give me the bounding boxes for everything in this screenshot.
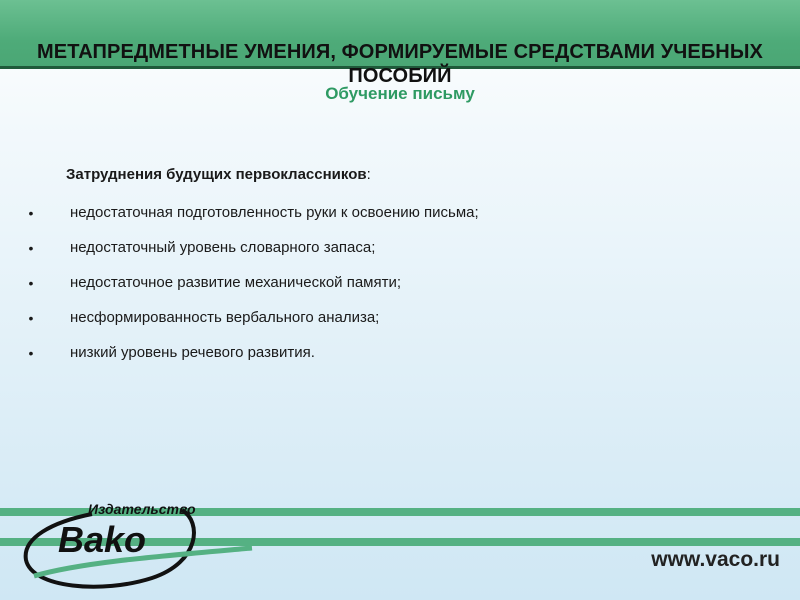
- list-item-text: недостаточное развитие механической памяти;: [70, 274, 402, 291]
- bullet-icon: •: [28, 345, 34, 361]
- intro-heading: Затруднения будущих первоклассников: [66, 166, 367, 183]
- bullet-icon: •: [28, 205, 34, 221]
- intro-colon: :: [366, 166, 371, 183]
- website-link[interactable]: www.vaco.ru: [651, 548, 780, 571]
- logo-caption: Издательство: [88, 501, 196, 517]
- list-item: [22, 196, 479, 231]
- bullet-icon: •: [28, 310, 34, 326]
- list-item: [22, 266, 479, 301]
- publisher-logo: [22, 492, 262, 592]
- bullet-icon: •: [28, 240, 34, 256]
- list-item-text: недостаточная подготовленность руки к освоению письма;: [70, 204, 479, 221]
- logo-wordmark: Bako: [58, 519, 147, 560]
- logo-graphic: [22, 492, 262, 592]
- list-item-text: недостаточный уровень словарного запаса;: [70, 239, 376, 256]
- list-item: [22, 336, 479, 371]
- bullet-icon: •: [28, 275, 34, 291]
- slide-subtitle: Обучение письму: [325, 84, 475, 103]
- difficulties-list: [22, 196, 479, 371]
- list-item-text: низкий уровень речевого развития.: [70, 344, 315, 361]
- slide-title: МЕТАПРЕДМЕТНЫЕ УМЕНИЯ, ФОРМИРУЕМЫЕ СРЕДСТВАМИ УЧЕБНЫХ ПОСОБИЙ: [37, 41, 763, 87]
- list-item-text: несформированность вербального анализа;: [70, 309, 380, 326]
- list-item: [22, 301, 479, 336]
- intro-line: [66, 166, 371, 183]
- list-item: [22, 231, 479, 266]
